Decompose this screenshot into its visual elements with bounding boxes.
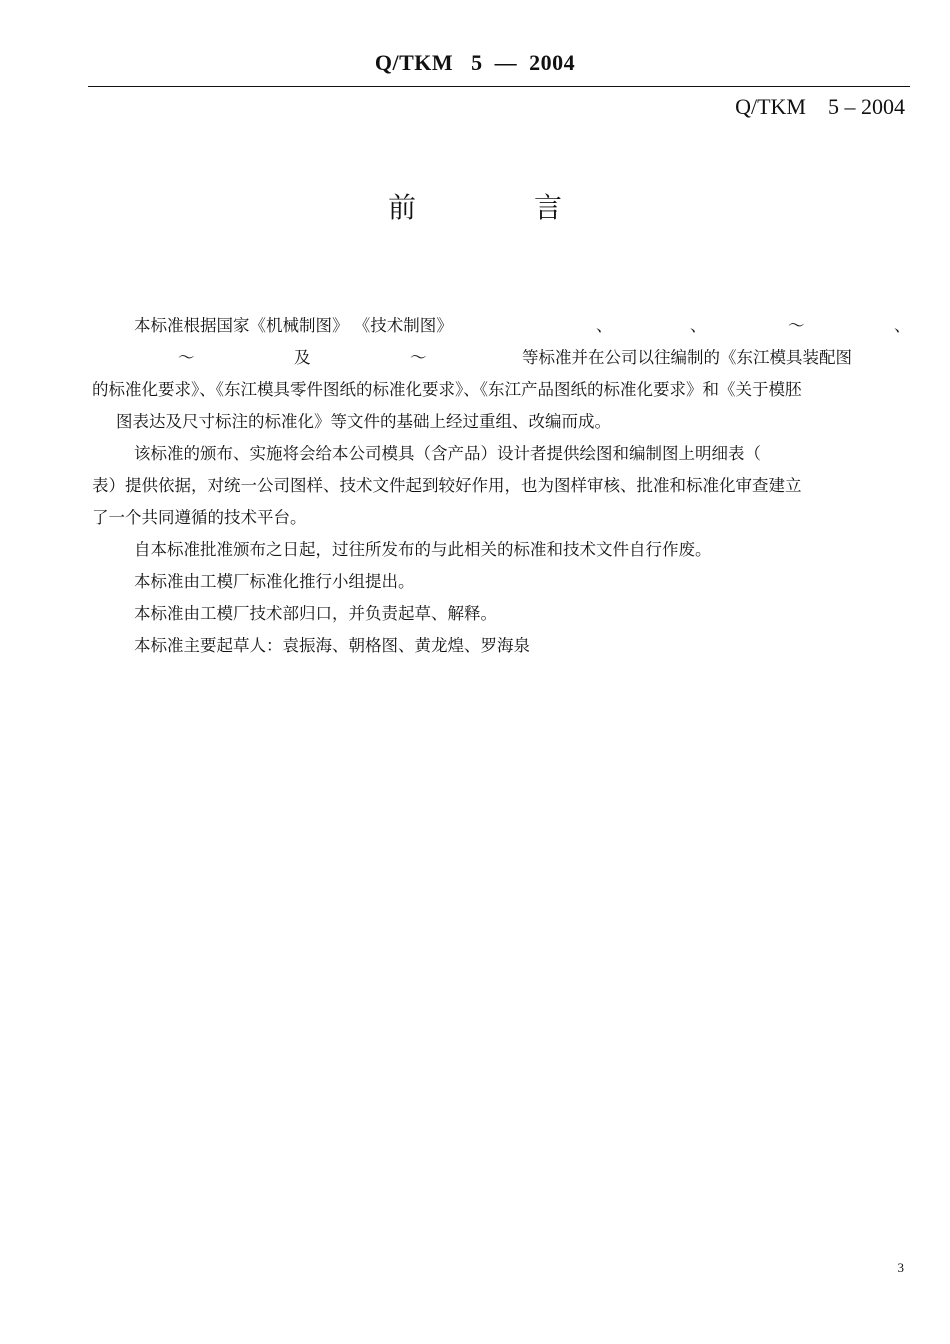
paragraph-2-line-1: 该标准的颁布、实施将会给本公司模具（含产品）设计者提供绘图和编制图上明细表（ (134, 444, 761, 463)
p1-line1-mark-2: 、 (690, 316, 707, 335)
p1-line2-mark-3: ～ (410, 348, 427, 367)
paragraph-3: 自本标准批准颁布之日起，过往所发布的与此相关的标准和技术文件自行作废。 (134, 540, 712, 559)
p1-line1-mark-1: 、 (596, 316, 613, 335)
foreword-body (92, 310, 911, 662)
paragraph-1-line-4: 图表达及尺寸标注的标准化》等文件的基础上经过重组、改编而成。 (116, 412, 611, 431)
header-divider (88, 86, 910, 87)
document-number: Q/TKM 5 – 2004 (735, 94, 905, 119)
paragraph-1-line-3: 的标准化要求》、《东江模具零件图纸的标准化要求》、《东江产品图纸的标准化要求》和《关于模胚 (92, 380, 802, 399)
p1-line2-mark-1: ～ (178, 348, 195, 367)
p1-line2-mark-2: 及 (294, 348, 311, 367)
header-standard-code: Q/TKM 5 — 2004 (374, 50, 576, 75)
paragraph-1-line-2 (92, 342, 908, 374)
p1-line1-text: 本标准根据国家《机械制图》 《技术制图》 (134, 316, 453, 335)
paragraph-5: 本标准由工模厂技术部归口，并负责起草、解释。 (134, 604, 497, 623)
p1-line2-text: 等标准并在公司以往编制的《东江模具装配图 (522, 348, 852, 367)
paragraph-6: 本标准主要起草人：袁振海、朝格图、黄龙煌、罗海泉 (134, 636, 530, 655)
section-title-char-1: 前 (387, 191, 416, 224)
section-title-char-2: 言 (534, 191, 563, 224)
p1-line1-mark-3: ～ (788, 316, 805, 335)
paragraph-4: 本标准由工模厂标准化推行小组提出。 (134, 572, 415, 591)
paragraph-1-line-1 (92, 310, 911, 342)
paragraph-2-line-2: 表）提供依据，对统一公司图样、技术文件起到较好作用，也为图样审核、批准和标准化审查建立 (92, 476, 802, 495)
page-number: 3 (897, 1260, 904, 1275)
section-title-foreword (0, 186, 950, 226)
p1-line1-mark-4: 、 (894, 316, 911, 335)
paragraph-2-line-3: 了一个共同遵循的技术平台。 (92, 508, 307, 527)
